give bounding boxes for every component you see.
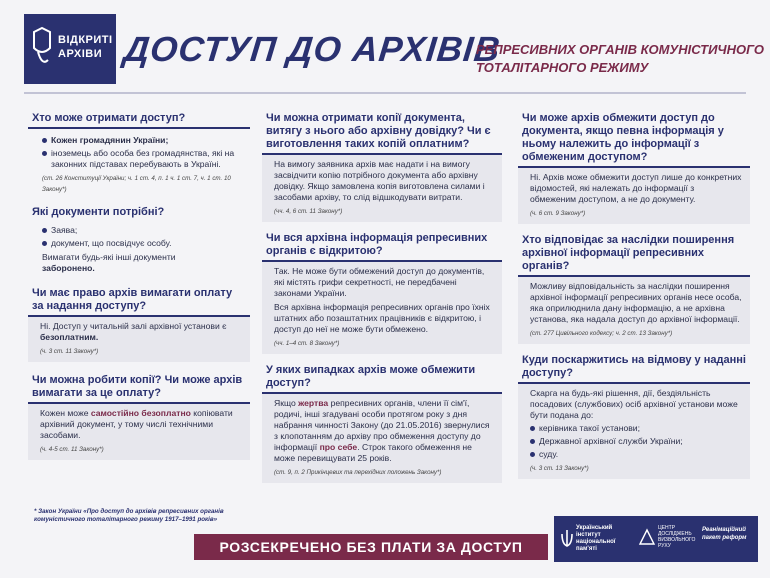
source-reference: (ч. 3 ст. 11 Закону*)	[40, 348, 99, 355]
bullet-text: документ, що посвідчує особу.	[51, 238, 172, 248]
bullet-icon	[42, 151, 47, 156]
question-complaint: Куди поскаржитись на відмову у наданні доступу?	[518, 352, 750, 384]
list-item	[530, 436, 742, 447]
list-item	[530, 449, 742, 460]
list-item	[42, 225, 242, 236]
documents-note-text: Вимагати будь-які інші документи	[42, 252, 176, 262]
copies-certified-text: На вимогу заявника архів має надати і на вимогу засвідчити копію потрібного документа або архівну довідку. Якщо замовлена копія виготовлена силами і засобами архіву, то слід відшкодувати витрати.	[274, 159, 485, 202]
source-reference: (ч. 4-5 ст. 11 Закону*)	[40, 446, 104, 453]
restriction-text-1: Якщо	[274, 398, 296, 408]
question-responsibility: Хто відповідає за наслідки поширення архівної інформації репресивних органів?	[518, 232, 750, 277]
list-item	[42, 135, 242, 146]
column-2	[262, 110, 502, 483]
answer-copies	[28, 404, 250, 460]
page-title: ДОСТУП ДО АРХІВІВ	[122, 30, 503, 69]
documents-note	[42, 252, 242, 274]
list-item	[42, 238, 242, 249]
partner-rpr: Реанімаційний пакет реформ	[702, 527, 747, 541]
copies-answer-emphasis: самостійно безоплатно	[90, 408, 191, 418]
archive-logo-icon	[30, 26, 54, 70]
logo-line2: АРХІВИ	[58, 48, 103, 60]
source-reference: (ч. 6 ст. 9 Закону*)	[530, 210, 586, 217]
answer-complaint	[518, 384, 750, 479]
page-subtitle-line1: РЕПРЕСИВНИХ ОРГАНІВ КОМУНІСТИЧНОГО	[476, 42, 765, 57]
answer-partial-restriction	[518, 168, 750, 224]
all-open-paragraph-1: Так. Не може бути обмежений доступ до документів, які містять грифи секретності, не передбачені законами України.	[274, 266, 485, 298]
responsibility-text: Можливу відповідальність за наслідки поширення архівної інформації репресивних органів несе особа, яка оприлюднила дану інформацію, а не архівна установа, яка надала доступ до архівної інформації.	[530, 281, 742, 324]
question-payment: Чи має право архів вимагати оплату за надання доступу?	[28, 285, 250, 317]
logo-line1: ВІДКРИТІ	[58, 34, 113, 46]
source-reference: (ч. 3 ст. 13 Закону*)	[530, 465, 589, 472]
bullet-text: Державної архівної служби України;	[539, 436, 683, 446]
bullet-icon	[42, 138, 47, 143]
question-all-open: Чи вся архівна інформація репресивних органів є відкритою?	[262, 230, 502, 262]
payment-answer-text: Ні. Доступ у читальній залі архівної установи є	[40, 321, 227, 331]
question-restriction-cases: У яких випадках архів може обмежити доступ?	[262, 362, 502, 394]
law-footnote: * Закон України «Про доступ до архівів репресивних органів комуністичного тоталітарного режиму 1917–1991 років»	[34, 508, 224, 523]
question-copies-certified: Чи можна отримати копії документа, витягу з нього або архівну довідку? Чи є виготовлення таких копій оплатним?	[262, 110, 502, 155]
answer-documents	[28, 221, 250, 279]
bullet-text: Кожен громадянин України;	[51, 135, 169, 145]
bullet-icon	[530, 439, 535, 444]
partner-cdvr: ЦЕНТР ДОСЛІДЖЕНЬ ВИЗВОЛЬНОГО РУХУ	[658, 525, 696, 549]
source-reference: (ст. 9, п. 2 Прикінцевих та перехідних положень Закону*)	[274, 469, 442, 476]
page-subtitle-line2: ТОТАЛІТАРНОГО РЕЖИМУ	[476, 60, 649, 75]
column-3	[518, 110, 750, 479]
answer-all-open	[262, 262, 502, 354]
documents-note-emphasis: заборонено.	[42, 263, 95, 273]
trident-icon	[560, 528, 574, 550]
restriction-emphasis-self: про себе	[319, 442, 358, 452]
answer-copies-certified	[262, 155, 502, 222]
bullet-icon	[42, 228, 47, 233]
answer-restriction-cases	[262, 394, 502, 483]
list-item	[42, 148, 242, 170]
restriction-text-2: репресивних органів, члени її сім'ї, родичі, інші згадувані особи протягом року з дня набрання чинності Закону (до 21.05.2016) звернулися з клопотанням до архіву про обмеження доступу до інформації	[274, 398, 490, 452]
copies-answer-rest: копіювати архівний документ, у тому числі технічними засобами.	[40, 408, 233, 440]
answer-who-can-access	[28, 129, 250, 200]
bottom-banner: РОЗСЕКРЕЧЕНО БЕЗ ПЛАТИ ЗА ДОСТУП	[194, 534, 548, 560]
answer-payment	[28, 317, 250, 362]
complaint-text: Скарга на будь-які рішення, дії, бездіяльність посадових (службових) осіб архівної установи може бути подана до:	[530, 388, 738, 420]
open-archives-logo	[24, 14, 116, 84]
source-reference: (ст. 26 Конституції України; ч. 1 ст. 4, п. 1 ч. 1 ст. 7, ч. 1 ст. 10 Закону*)	[42, 175, 231, 193]
partial-restriction-text: Ні. Архів може обмежити доступ лише до конкретних відомостей, які належать до інформації з обмеженим доступом, а не до документу.	[530, 172, 742, 204]
header-divider	[24, 92, 746, 94]
question-who-can-access: Хто може отримати доступ?	[28, 110, 250, 129]
bullet-text: іноземець або особа без громадянства, які на законних підставах перебувають в Україні.	[51, 148, 235, 169]
payment-answer-emphasis: безоплатним.	[40, 332, 99, 342]
liberation-movement-icon	[638, 528, 656, 546]
bullet-icon	[530, 452, 535, 457]
source-reference: (чч. 1–4 ст. 8 Закону*)	[274, 340, 340, 347]
question-documents: Які документи потрібні?	[32, 206, 165, 218]
source-reference: (ст. 277 Цивільного кодексу; ч. 2 ст. 13 Закону*)	[530, 330, 673, 337]
all-open-paragraph-2: Вся архівна інформація репресивних органів про їхніх штатних або позаштатних працівників є відкритою, і доступ до неї не може бути обмежено.	[274, 302, 490, 334]
restriction-emphasis-victim: жертва	[298, 398, 329, 408]
copies-answer-text: Кожен може	[40, 408, 89, 418]
question-partial-restriction: Чи може архів обмежити доступ до документа, якщо певна інформація у ньому належить до інформації з обмеженим доступом?	[518, 110, 750, 168]
bullet-text: Заява;	[51, 225, 78, 235]
question-copies: Чи можна робити копії? Чи може архів вимагати за це оплату?	[28, 372, 250, 404]
source-reference: (чч. 4, 6 ст. 11 Закону*)	[274, 208, 343, 215]
bullet-text: керівника такої установи;	[539, 423, 640, 433]
bullet-icon	[42, 241, 47, 246]
partner-uinp: Український інститут національної пам'яті	[576, 525, 616, 552]
restriction-text-3: . Строк такого обмеження не може перевищувати 25 років.	[274, 442, 472, 463]
bullet-icon	[530, 426, 535, 431]
column-1	[28, 110, 250, 460]
answer-responsibility	[518, 277, 750, 344]
partner-logos	[554, 516, 758, 562]
bullet-text: суду.	[539, 449, 559, 459]
list-item	[530, 423, 742, 434]
